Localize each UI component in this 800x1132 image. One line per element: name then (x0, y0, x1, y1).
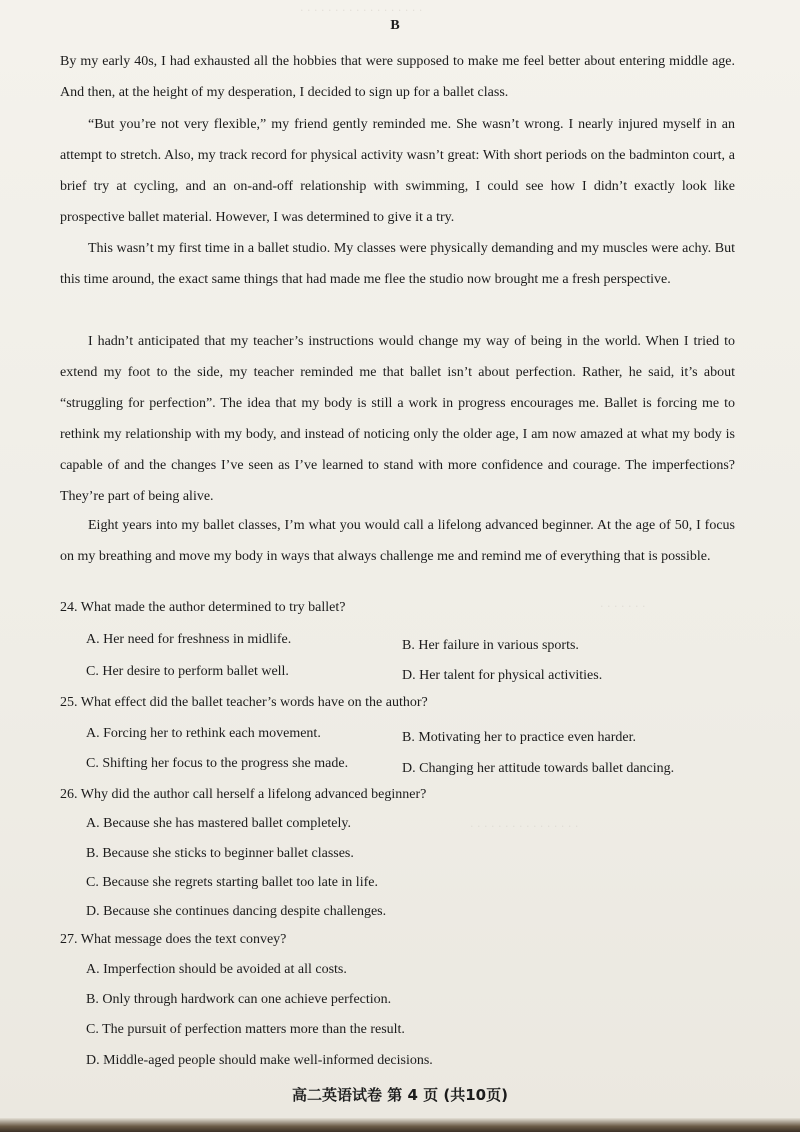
passage-paragraph-1: By my early 40s, I had exhausted all the hobbies that were supposed to make me feel better about entering middle age. And then, at the height of my desperation, I decided to sign up for a ballet class. (60, 54, 735, 100)
question-26-option-b[interactable]: B. Because she sticks to beginner ballet classes. (86, 846, 354, 861)
question-25-option-d[interactable]: D. Changing her attitude towards ballet dancing. (402, 761, 675, 776)
question-26-stem: 26. Why did the author call herself a lifelong advanced beginner? (60, 787, 427, 802)
question-27-option-b[interactable]: B. Only through hardwork can one achieve perfection. (86, 992, 392, 1007)
question-25-option-a[interactable]: A. Forcing her to rethink each movement. (86, 726, 321, 741)
question-24-stem: 24. What made the author determined to try ballet? (60, 600, 346, 615)
question-26-option-c[interactable]: C. Because she regrets starting ballet too late in life. (86, 875, 378, 890)
page-footer: 高二英语试卷 第 4 页 (共10页) (292, 1086, 508, 1104)
question-25-stem: 25. What effect did the ballet teacher’s words have on the author? (60, 695, 428, 710)
question-26-option-a[interactable]: A. Because she has mastered ballet completely. (86, 816, 351, 831)
show-through-text: · · · · · · · · · · · · · · · · (470, 820, 579, 833)
question-27-stem: 27. What message does the text convey? (60, 932, 287, 947)
question-26-option-d[interactable]: D. Because she continues dancing despite challenges. (86, 904, 387, 919)
question-25-option-b[interactable]: B. Motivating her to practice even harder. (402, 730, 637, 745)
show-through-text: · · · · · · · · · · · · · · · · · · (300, 4, 423, 17)
section-label: B (390, 18, 400, 33)
question-27-option-c[interactable]: C. The pursuit of perfection matters more than the result. (86, 1022, 405, 1037)
show-through-text: · · · · · · · (600, 600, 646, 613)
passage-paragraph-2: “But you’re not very flexible,” my friend gently reminded me. She wasn’t wrong. I nearly injured myself in an attempt to stretch. Also, my track record for physical activity wasn’t great: With short periods on the badminton court, a brief try at cycling, and an on-and-off relationship with swimming, I could see how I didn’t exactly look like prospective ballet material. However, I was determined to give it a try. (60, 117, 735, 225)
question-24-option-d[interactable]: D. Her talent for physical activities. (402, 668, 603, 683)
passage-paragraph-3: This wasn’t my first time in a ballet studio. My classes were physically demanding and my muscles were achy. But this time around, the exact same things that had made me flee the studio now brought me a fresh perspective. (60, 241, 735, 287)
question-25-option-c[interactable]: C. Shifting her focus to the progress she made. (86, 756, 349, 771)
question-24-option-a[interactable]: A. Her need for freshness in midlife. (86, 632, 292, 647)
question-27-option-a[interactable]: A. Imperfection should be avoided at all costs. (86, 962, 347, 977)
page-edge-shadow (0, 1118, 800, 1132)
passage-paragraph-5: Eight years into my ballet classes, I’m what you would call a lifelong advanced beginner. At the age of 50, I focus on my breathing and move my body in ways that always challenge me and remind me of everything that is possible. (60, 518, 735, 564)
passage-paragraph-4: I hadn’t anticipated that my teacher’s instructions would change my way of being in the world. When I tried to extend my foot to the side, my teacher reminded me that ballet isn’t about perfection. Rather, he said, it’s about “struggling for perfection”. The idea that my body is still a work in progress encourages me. Ballet is forcing me to rethink my relationship with my body, and instead of noticing only the older age, I am now amazed at what my body is capable of and the changes I’ve seen as I’ve learned to stand with more confidence and courage. The imperfections? They’re part of being alive. (60, 334, 735, 504)
question-24-option-c[interactable]: C. Her desire to perform ballet well. (86, 664, 289, 679)
question-24-option-b[interactable]: B. Her failure in various sports. (402, 638, 579, 653)
question-27-option-d[interactable]: D. Middle-aged people should make well-informed decisions. (86, 1053, 433, 1068)
